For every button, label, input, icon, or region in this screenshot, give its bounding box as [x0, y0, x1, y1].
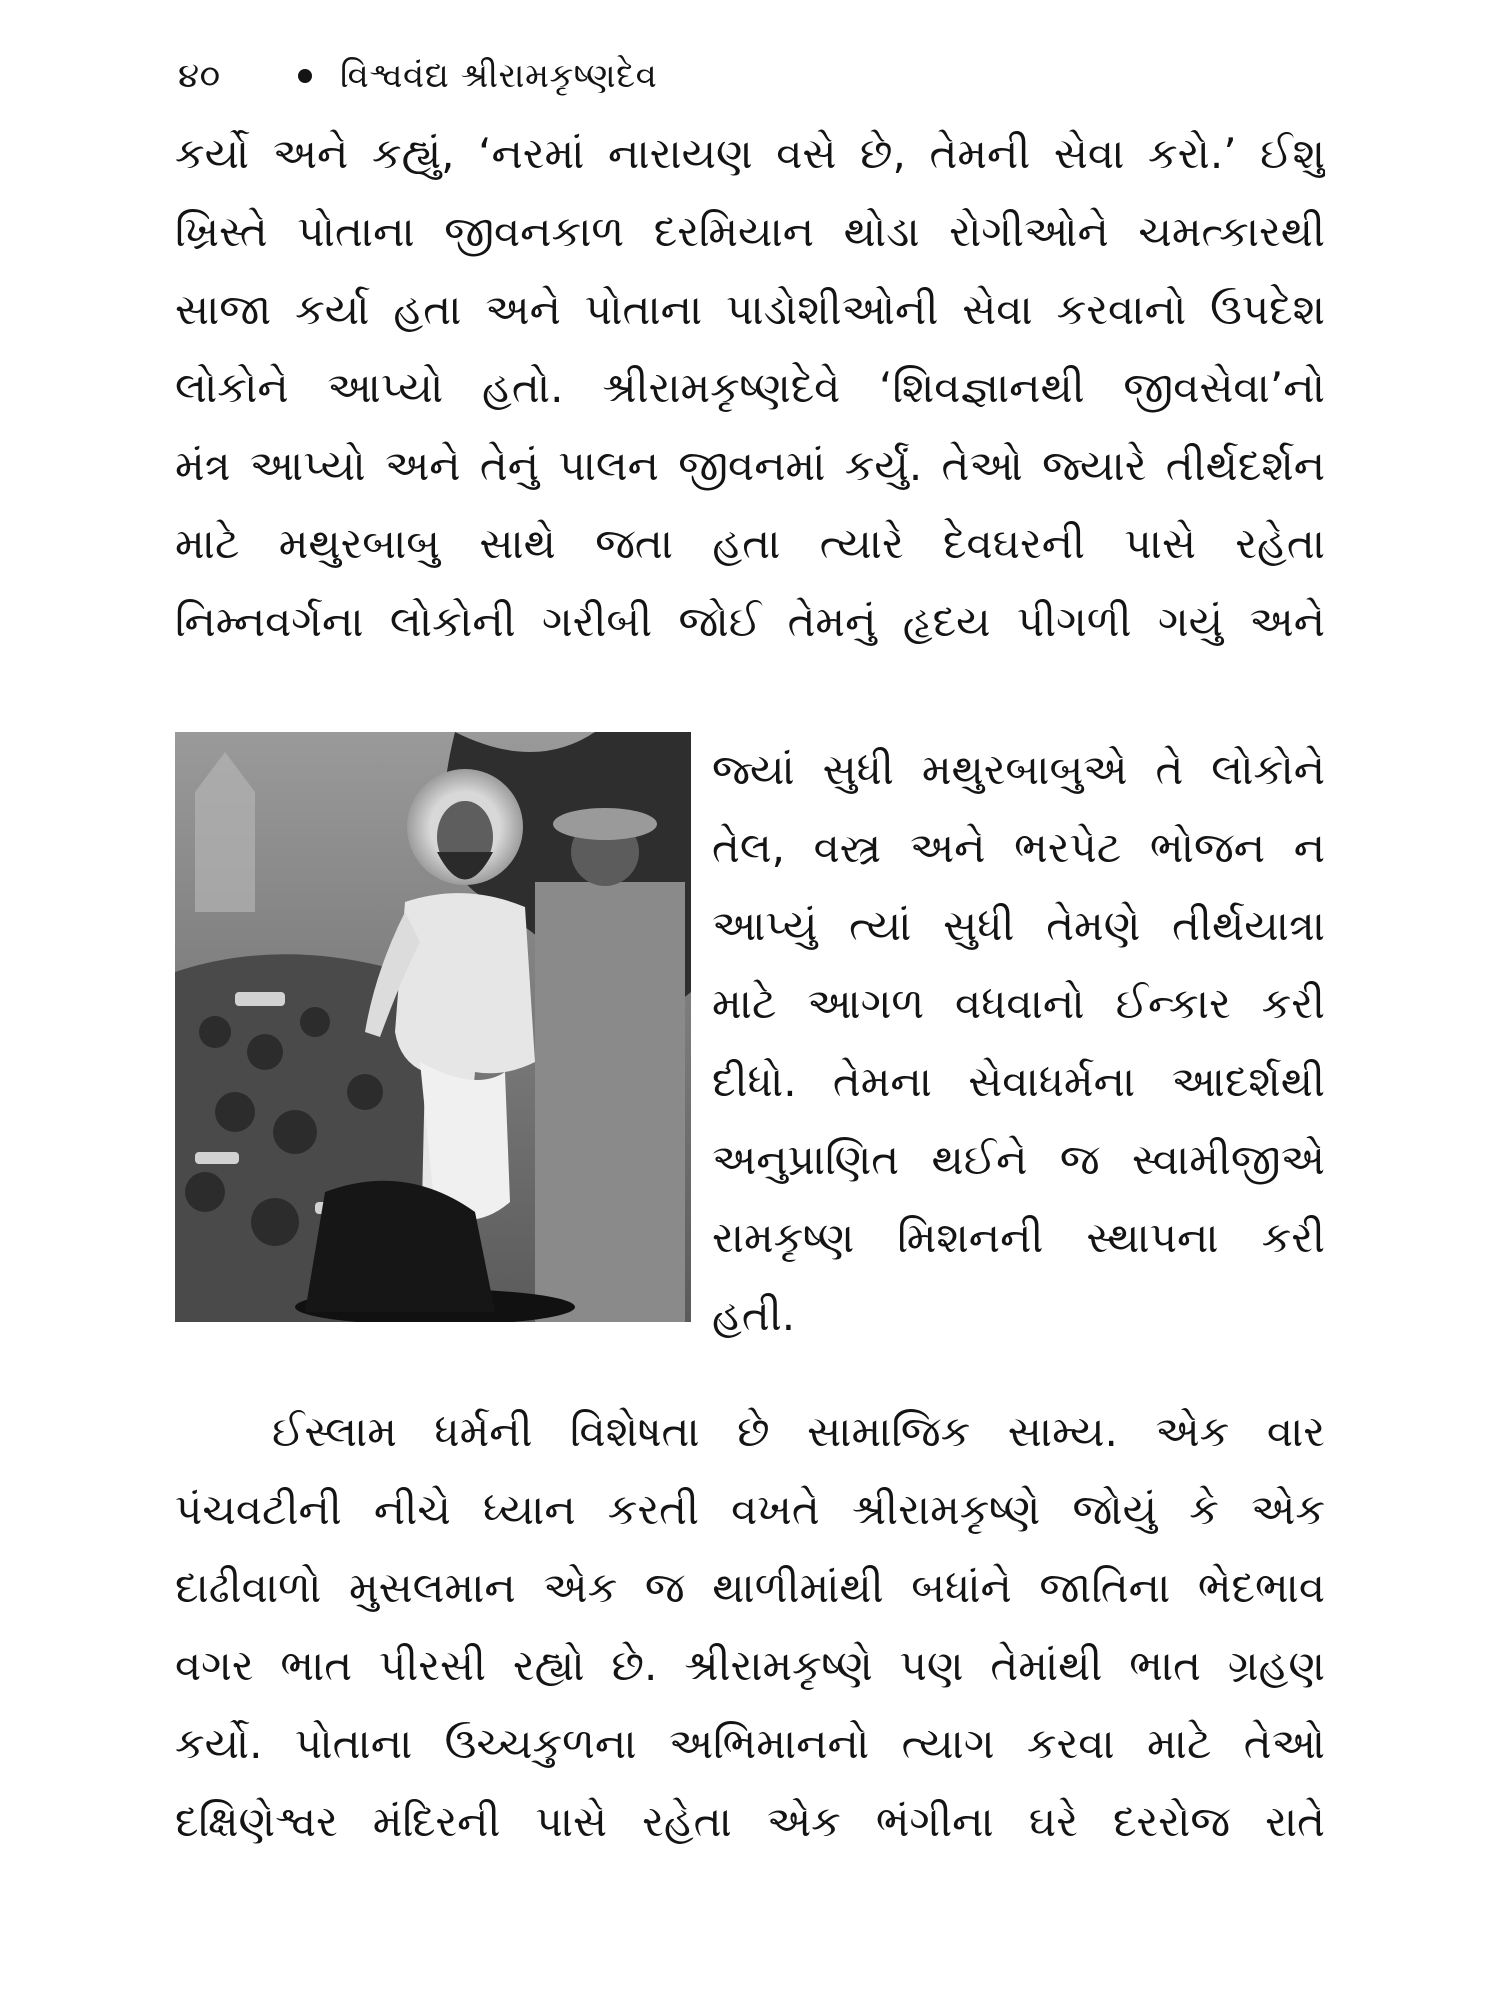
book-title: વિશ્વવંદ્ય શ્રીરામકૃષ્ણદેવ: [340, 56, 658, 96]
bullet-icon: [298, 69, 312, 83]
text-line: નિમ્નવર્ગના લોકોની ગરીબી જોઈ તેમનું હૃદય પીગળી ગયું અને: [175, 597, 1325, 646]
illustration-ramakrishna-serving: [175, 732, 691, 1322]
text-line: ઈસ્લામ ધર્મની વિશેષતા છે સામાજિક સામ્ય. એક વાર: [272, 1407, 1325, 1456]
text-line: આપ્યું ત્યાં સુધી તેમણે તીર્થયાત્રા: [712, 901, 1325, 950]
text-line: ખ્રિસ્તે પોતાના જીવનકાળ દરમિયાન થોડા રોગીઓને ચમત્કારથી: [175, 207, 1325, 256]
running-header: [178, 46, 1328, 106]
illustration-drawing: [175, 732, 691, 1322]
text-line: રામકૃષ્ણ મિશનની સ્થાપના કરી: [712, 1213, 1325, 1262]
text-line: હતી.: [712, 1291, 796, 1340]
text-line: જ્યાં સુધી મથુરબાબુએ તે લોકોને: [712, 745, 1325, 794]
text-line: દીધો. તેમના સેવાધર્મના આદર્શથી: [712, 1057, 1325, 1106]
text-line: કર્યો અને કહ્યું, ‘નરમાં નારાયણ વસે છે, તેમની સેવા કરો.’ ઈશુ: [175, 129, 1325, 178]
text-line: દાઢીવાળો મુસલમાન એક જ થાળીમાંથી બધાંને જાતિના ભેદભાવ: [175, 1563, 1325, 1612]
text-line: માટે આગળ વધવાનો ઈન્કાર કરી: [712, 979, 1325, 1028]
text-line: સાજા કર્યા હતા અને પોતાના પાડોશીઓની સેવા કરવાનો ઉપદેશ: [175, 285, 1325, 334]
text-line: તેલ, વસ્ત્ર અને ભરપેટ ભોજન ન: [712, 823, 1325, 872]
page-number: ૪૦: [178, 56, 221, 96]
text-line: લોકોને આપ્યો હતો. શ્રીરામકૃષ્ણદેવે ‘શિવજ્ઞાનથી જીવસેવા’નો: [175, 363, 1325, 412]
text-line: પંચવટીની નીચે ધ્યાન કરતી વખતે શ્રીરામકૃષ્ણે જોયું કે એક: [175, 1485, 1325, 1534]
text-line: વગર ભાત પીરસી રહ્યો છે. શ્રીરામકૃષ્ણે પણ તેમાંથી ભાત ગ્રહણ: [175, 1641, 1325, 1690]
text-line: કર્યો. પોતાના ઉચ્ચકુળના અભિમાનનો ત્યાગ કરવા માટે તેઓ: [175, 1719, 1325, 1768]
text-line: મંત્ર આપ્યો અને તેનું પાલન જીવનમાં કર્યું. તેઓ જ્યારે તીર્થદર્શન: [175, 441, 1325, 490]
text-line: અનુપ્રાણિત થઈને જ સ્વામીજીએ: [712, 1135, 1325, 1184]
text-line: માટે મથુરબાબુ સાથે જતા હતા ત્યારે દેવઘરની પાસે રહેતા: [175, 519, 1325, 568]
text-line: દક્ષિણેશ્વર મંદિરની પાસે રહેતા એક ભંગીના ઘરે દરરોજ રાતે: [175, 1797, 1325, 1846]
